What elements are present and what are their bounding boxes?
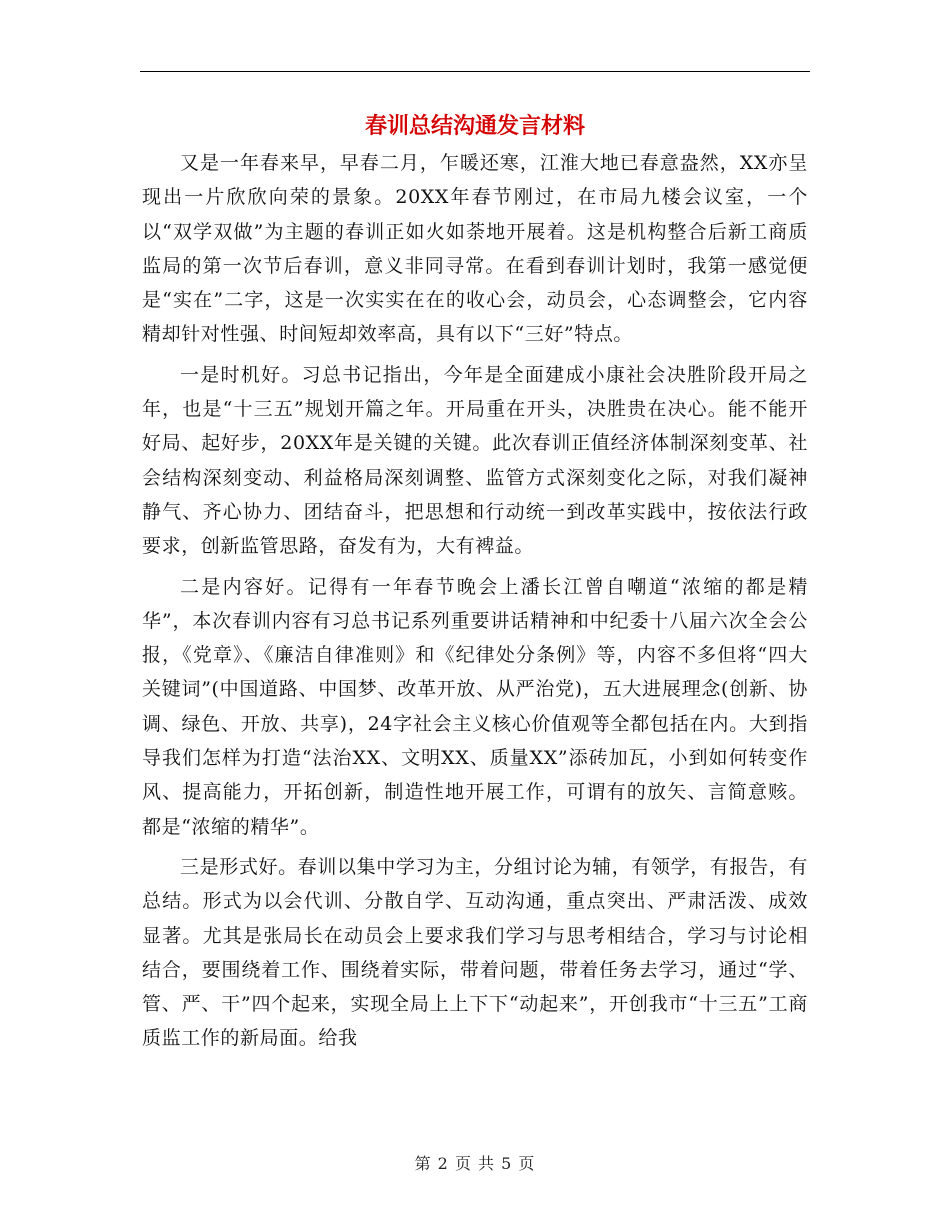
paragraph-timing: 一是时机好。习总书记指出，今年是全面建成小康社会决胜阶段开局之年，也是“十三五”规划开篇之年。开局重在开头，决胜贵在决心。能不能开好局、起好步，20XX年是关键的关键。此次春训正值经济体制深刻变革、社会结构深刻变动、利益格局深刻调整、监管方式深刻变化之际，对我们凝神静气、齐心协力、团结奋斗，把思想和行动统一到改革实践中，按依法行政要求，创新监管思路，奋发有为，大有裨益。 [142, 363, 808, 558]
document-title: 春训总结沟通发言材料 [364, 113, 585, 139]
header-rule [140, 71, 810, 72]
page-number-footer: 第 2 页 共 5 页 [414, 1154, 536, 1173]
document-body [142, 146, 808, 1062]
paragraph-intro: 又是一年春来早，早春二月，乍暖还寒，江淮大地已春意盎然，XX亦呈现出一片欣欣向荣的景象。20XX年春节刚过，在市局九楼会议室，一个以“双学双做”为主题的春训正如火如荼地开展着。这是机构整合后新工商质监局的第一次节后春训，意义非同寻常。在看到春训计划时，我第一感觉便是“实在”二字，这是一次实实在在的收心会，动员会，心态调整会，它内容精却针对性强、时间短却效率高，具有以下“三好”特点。 [142, 152, 808, 346]
paragraph-format: 三是形式好。春训以集中学习为主，分组讨论为辅，有领学，有报告，有总结。形式为以会代训、分散自学、互动沟通，重点突出、严肃活泼、成效显著。尤其是张局长在动员会上要求我们学习与思考相结合，学习与讨论相结合，要围绕着工作、围绕着实际，带着问题，带着任务去学习，通过“学、管、严、干”四个起来，实现全局上上下下“动起来”，开创我市“十三五”工商质监工作的新局面。给我 [142, 855, 808, 1050]
paragraph-content: 二是内容好。记得有一年春节晚会上潘长江曾自嘲道“浓缩的都是精华”，本次春训内容有习总书记系列重要讲话精神和中纪委十八届六次全会公报，《党章》、《廉洁自律准则》和《纪律处分条例》等，内容不多但将“四大关键词”(中国道路、中国梦、改革开放、从严治党)，五大进展理念(创新、协调、绿色、开放、共享)，24字社会主义核心价值观等全都包括在内。大到指导我们怎样为打造“法治XX、文明XX、质量XX”添砖加瓦，小到如何转变作风、提高能力，开拓创新，制造性地开展工作，可谓有的放矢、言简意赅。都是“浓缩的精华”。 [142, 575, 808, 838]
